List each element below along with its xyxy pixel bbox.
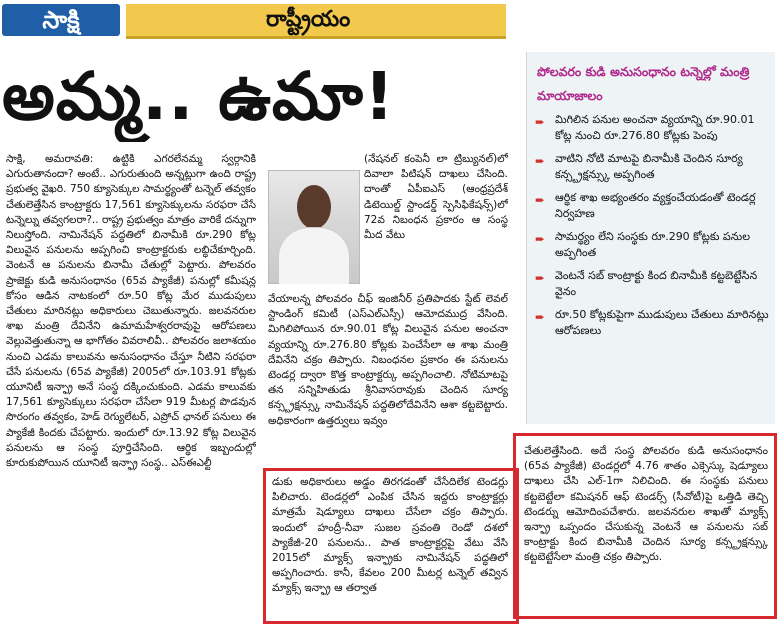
sidebar-item-text: వెంటనే సబ్ కాంట్రాక్టు కింద బినామీకి కట్టబెట్టేసిన వైనం <box>555 269 758 298</box>
right-arrow-icon: ➨ <box>535 115 546 129</box>
article-column-2-bottom: డుకు అధికారులు అడ్డం తిరగడంతో చేసేదిలేక టెండర్లు పిలిచారు. టెండర్లలో ఎంపిక చేసిన ఇద్దరు కాంట్రాక్టర్లు మాత్రమే షెడ్యూలు దాఖలు చేసేలా చక్రం తిప్పారు. ఇందులో హంద్రీ-నీవా సుజల స్రవంతి రెండో దశలో ప్యాకేజీ-20 పనులను.. పాత కాంట్రాక్టర్లపై వేటు వేసి 2015లో మ్యాక్స్ ఇన్ఫ్రాకు నామినేషన్ పద్ధతిలో అప్పగించారు. కానీ, కేవలం 200 మీటర్ల టన్నెల్ తవ్విన మ్యాక్స్ ఇన్ఫ్రా ఆ తర్వాత <box>272 476 508 595</box>
masthead <box>0 0 540 40</box>
sidebar-item <box>533 268 769 300</box>
article-column-2-main: వేయాలన్న పోలవరం చీఫ్ ఇంజినీర్ ప్రతిపాదకు స్టేట్ లెవల్ స్టాండింగ్ కమిటీ (ఎస్ఎల్ఎస్సీ) ఆమోదముద్ర వేసింది. మిగిలిపోయిన రూ.90.01 కోట్ల విలువైన పనుల అంచనా వ్యయాన్ని రూ.276.80 కోట్లకు పెంచేసేలా ఆ శాఖ మంత్రి దేవినేని చక్రం తిప్పారు. నిబంధనల ప్రకారం ఈ పనులను టెండర్ల ద్వారా కొత్త కాంట్రాక్టర్కు అప్పగించాలి. నోటిమాటపై తన సన్నిహితుడు శ్రీనివాసరావుకు చెందిన సూర్య కన్స్ట్రక్షన్స్కు నామినేషన్ పద్ధతిలోదేవినేని ఆశా కట్టబెట్టారు. అధికారంగా ఉత్తర్వులు ఇవ్వం <box>268 293 508 427</box>
sidebar-item <box>533 229 769 261</box>
article-column-1: సాక్షి, అమరావతి: ఉట్టికి ఎగరలేనమ్మ స్వర్గానికి ఎగురుతానందా? అంటే.. ఎగురుతుంది అన్నట్లుగా ఉంది రాష్ట్ర ప్రభుత్వ వైఖరి. 750 క్యూసెక్కుల సామర్థ్యంతో టన్నెల్ తవ్వకం చేతులెత్తేసిన కాంట్రాక్టరు 17,561 క్యూసెక్కులను సరఫరా చేసే టన్నెల్ను తవ్వగలరా?.. రాష్ట్ర ప్రభుత్వం మాత్రం వారికే దన్నుగా నిలుస్తోంది. నామినేషన్ పద్ధతిలో బినామీకి రూ.290 కోట్ల విలువైన పనులను అప్పగించి కాంట్రాక్టరుకు లబ్ధిచేకూర్చింది. వెంటనే ఆ పనులను బినామీ చేతుల్లో పెట్టారు. పోలవరం ప్రాజెక్టు కుడి అనుసంధానం (65వ ప్యాకేజీ) పనుల్లో కమీషన్ల కోసం ఆడిన నాటకంలో రూ.50 కోట్ల మేర ముడుపులు చేతులు మారినట్లు అధికారులు చెబుతున్నారు. జలవనరుల శాఖ మంత్రి దేవినేని ఉమామహేశ్వరరావుపై ఆరోపణలు వెల్లువెత్తుతున్నా ఆ భాగోతం వివరాలివీ.. పోలవరం జలాశయం నుంచి ఎడమ కాలువను అనుసంధానం చేస్తూ నీటిని సరఫరా చేసే పనులను (65వ ప్యాకేజీ) 2005లో రూ.103.91 కోట్లకు యూనిటీ ఇన్ఫ్రా అనే సంస్థ దక్కించుకుంది. ఎడమ కాలువకు 17,561 క్యూసెక్కులు సరఫరా చేసేలా 919 మీటర్ల పొడవున సొరంగం తవ్వకం, హెడ్ రెగ్యులేటర్, ఎప్రోచ్ ఛానల్ పనులు ఈ ప్యాకేజీ కిందకు చేపట్టారు. ఇందులో రూ.13.92 కోట్ల విలువైన పనులను ఆ సంస్థ పూర్తిచేసింది. ఆర్థిక ఇబ్బందుల్లో కూరుకుపోయిన యూనిటీ ఇన్ఫ్రా సంస్థ.. ఎస్ఈఎల్టీ <box>6 153 256 470</box>
sidebar-list <box>533 112 769 346</box>
sidebar-item <box>533 190 769 222</box>
sidebar-item-text: సామర్థ్యం లేని సంస్థకు రూ.290 కోట్లకు పనుల అప్పగింత <box>555 230 751 259</box>
highlight-box-right <box>513 433 777 619</box>
article-column-2-top: (నేషనల్ కంపెనీ లా ట్రిబ్యునల్)లో దివాలా పిటిషన్ దాఖలు చేసింది. దాంతో ఏపీఐఎస్ (ఆంధ్రప్రదేశ్ డిటెయిల్డ్ స్టాండర్డ్ స్పెసిఫికేషన్స్)లో 72వ నిబంధన ప్రకారం ఆ సంస్థ మీద వేటు <box>364 153 508 242</box>
right-arrow-icon: ➨ <box>535 310 546 324</box>
portrait-photo <box>268 170 360 284</box>
right-arrow-icon: ➨ <box>535 193 546 207</box>
sidebar-title: పోలవరం కుడి అనుసంధానం టన్నెల్లో మంత్రి మాయాజాలం <box>537 64 750 103</box>
highlight-box-middle <box>263 468 519 624</box>
newspaper-logo: సాక్షి <box>2 4 120 36</box>
sidebar-item-text: వాటిని నోటి మాటపై బినామీకి చెందిన సూర్య కన్స్ట్రక్షన్స్కు అప్పగింత <box>555 152 743 181</box>
right-arrow-icon: ➨ <box>535 154 546 168</box>
section-tab <box>126 4 506 39</box>
right-arrow-icon: ➨ <box>535 232 546 246</box>
sidebar-item <box>533 307 769 339</box>
sidebar-item-text: మిగిలిన పనుల అంచనా వ్యయాన్ని రూ.90.01 కోట్ల నుంచి రూ.276.80 కోట్లకు పెంపు <box>555 113 755 142</box>
right-arrow-icon: ➨ <box>535 271 546 285</box>
section-label: రాష్ట్రీయం <box>266 7 351 32</box>
sidebar-box <box>526 52 775 424</box>
article-column-3-box: చేతులెత్తేసింది. అదే సంస్థ పోలవరం కుడి అనుసంధానం (65వ ప్యాకేజీ) టెండర్లలో 4.76 శాతం ఎక్సెస్కు షెడ్యూలు దాఖలు చేసి ఎల్-1గా నిలిచింది. ఈ సంస్థకు పనులు కట్టబెట్టేలా కమిషనర్ ఆఫ్ టెండర్స్ (సీవోటీ)పై ఒత్తిడి తెచ్చి టెండర్ను ఆమోదింపచేశారు. జలవనరుల శాఖతో మ్యాక్స్ ఇన్ఫ్రా ఒప్పందం చేసుకున్న వెంటనే ఆ పనులను సబ్ కాంట్రాక్టు కింద బినామీకి చెందిన సూర్య కన్స్ట్రక్షన్స్కు కట్టబెట్టేసేలా మంత్రి చక్రం తిప్పారు. <box>524 445 768 564</box>
photo-shirt-shape <box>279 227 349 284</box>
photo-head-shape <box>297 185 331 229</box>
sidebar-item <box>533 112 769 144</box>
sidebar-item-text: ఆర్థిక శాఖ అభ్యంతరం వ్యక్తంచేయడంతో టెండర్ల నిర్వహణ <box>555 191 756 220</box>
sidebar-item <box>533 151 769 183</box>
headline: అమ్మ.. ఉమా! <box>2 58 396 135</box>
sidebar-item-text: రూ.50 కోట్లకుపైగా ముడుపులు చేతులు మారినట్లు ఆరోపణలు <box>555 308 769 337</box>
